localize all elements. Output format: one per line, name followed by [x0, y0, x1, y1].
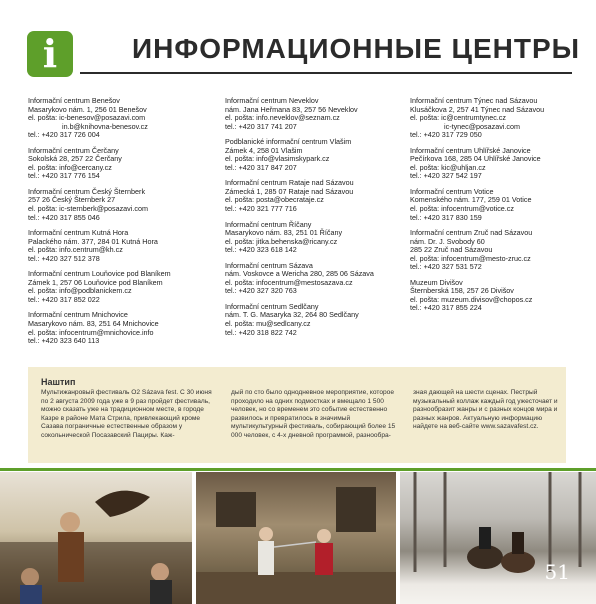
center-detail: nám. T. G. Masaryka 32, 264 80 Sedlčany	[225, 310, 359, 320]
center-detail: tel.: +420 321 777 716	[225, 204, 297, 214]
info-center-entry	[410, 229, 580, 272]
center-detail: el. pošta: posta@obecrataje.cz	[225, 195, 324, 205]
center-name: Podblanické informační centrum Vlašim	[225, 137, 352, 147]
info-center-entry	[28, 147, 208, 181]
center-detail: ic-tynec@posazavi.com	[444, 121, 521, 131]
panel-title: Наштип	[41, 377, 76, 387]
center-detail: tel.: +420 327 542 197	[410, 171, 482, 181]
panel-text-column-2: дый по сто было однодневное мероприятие, которое проходило на одних подмостках и вмещало 1 500 человек, но со временем это событие естественно развилось и превратилось в значимый мультикультурный фестиваль, собирающий более 15 000 человек, с 4-х дневной программой, разнообра-	[231, 389, 396, 439]
riders-photo	[400, 472, 596, 604]
center-name: Informační centrum Uhlířské Janovice	[410, 145, 531, 155]
center-detail: el. pošta: ic-benesov@posazavi.com	[28, 113, 146, 123]
panel-text-column-3: зная дающей на шести сценах. Пестрый музыкальный коллаж каждый год ужесточает и разнообразит жанры и с разных концов мира и разных жанров. Актуальную информацию найдете на веб-сайте www.sazavafest.cz.	[413, 389, 558, 430]
center-detail: el. pošta: ic@centrumtynec.cz	[410, 113, 506, 123]
center-detail: el. pošta: ic-sternberk@posazavi.com	[28, 204, 148, 214]
center-name: Informační centrum Sázava	[225, 260, 313, 270]
center-detail: tel.: +420 318 822 742	[225, 327, 297, 337]
info-center-entry	[410, 97, 580, 140]
center-name: Informační centrum Český Šternberk	[28, 186, 146, 196]
center-detail: el. pošta: infocentrum@mesto-zruc.cz	[410, 253, 531, 263]
panel-text-column-1: Мультижанровый фестиваль O2 Sázava fest. C 30 июня по 2 августа 2009 года уже в 9 раз пройдет фестиваль, можно сказать уже на традиционном месте, в городе Казре в районе Мата Стрила, привлекающий кроме Сазава пограничные естественные образом у сокольнической Посазавский Пациры. Каж-	[41, 389, 212, 439]
center-detail: tel.: +420 317 855 224	[410, 303, 482, 313]
center-name: Informační centrum Votice	[410, 186, 494, 196]
center-detail: el. pošta: info@cercany.cz	[28, 162, 112, 172]
centers-column-1	[28, 97, 208, 353]
center-detail: tel.: +420 327 320 763	[225, 286, 297, 296]
center-detail: el. pošta: infocentrum@votice.cz	[410, 204, 514, 214]
falconer-illustration	[0, 472, 192, 604]
center-detail: tel.: +420 317 776 154	[28, 171, 100, 181]
fencing-illustration	[196, 472, 396, 604]
center-name: Informační centrum Mnichovice	[28, 310, 128, 320]
center-detail: tel.: +420 327 512 378	[28, 253, 100, 263]
center-detail: el. pošta: kic@uhljan.cz	[410, 162, 486, 172]
info-center-entry	[28, 311, 208, 345]
center-detail: Palackého nám. 377, 284 01 Kutná Hora	[28, 236, 158, 246]
center-detail: 257 26 Český Šternberk 27	[28, 195, 116, 205]
center-detail: Zámek 1, 257 06 Louňovice pod Blaníkem	[28, 277, 163, 287]
center-detail: Pečírkova 168, 285 04 Uhlířské Janovice	[410, 154, 541, 164]
info-center-entry	[410, 279, 580, 313]
info-icon: i	[27, 31, 73, 77]
center-detail: tel.: +420 317 847 207	[225, 162, 297, 172]
center-name: Muzeum Divišov	[410, 277, 463, 287]
title-divider	[80, 72, 572, 74]
center-detail: Zámecká 1, 285 07 Rataje nad Sázavou	[225, 186, 354, 196]
center-detail: tel.: +420 327 531 572	[410, 262, 482, 272]
center-detail: tel.: +420 323 640 113	[28, 336, 100, 346]
center-detail: tel.: +420 317 852 022	[28, 294, 100, 304]
info-center-entry	[410, 147, 580, 181]
page-title: ИНФОРМАЦИОННЫЕ ЦЕНТРЫ	[132, 33, 581, 64]
center-detail: Masarykovo nám. 1, 256 01 Benešov	[28, 104, 147, 114]
center-name: Informační centrum Sedlčany	[225, 301, 319, 311]
center-detail: Masarykovo nám. 83, 251 01 Říčany	[225, 228, 343, 238]
info-center-entry	[410, 188, 580, 222]
riders-illustration	[400, 472, 596, 604]
info-center-entry	[225, 303, 410, 337]
center-detail: el. pošta: jitka.behenska@ricany.cz	[225, 236, 338, 246]
falconer-photo	[0, 472, 192, 604]
info-center-entry	[28, 270, 208, 304]
info-center-entry	[28, 188, 208, 222]
center-detail: tel.: +420 317 855 046	[28, 212, 100, 222]
page-number: 51	[544, 560, 570, 584]
photo-strip	[0, 472, 596, 604]
center-detail: el. pošta: infocentrum@mestosazava.cz	[225, 277, 353, 287]
center-detail: el. pošta: muzeum.divisov@chopos.cz	[410, 294, 533, 304]
center-detail: tel.: +420 323 618 142	[225, 245, 297, 255]
center-detail: tel.: +420 317 741 207	[225, 121, 297, 131]
center-detail: el. pošta: infocentrum@mnichovice.info	[28, 327, 154, 337]
center-detail: el. pošta: info.centrum@kh.cz	[28, 245, 123, 255]
center-detail: Šternberská 158, 257 26 Divišov	[410, 286, 514, 296]
center-detail: nám. Voskovce a Wericha 280, 285 06 Sázava	[225, 269, 374, 279]
fencing-photo	[196, 472, 396, 604]
info-center-entry	[225, 262, 410, 296]
center-name: Informační centrum Zruč nad Sázavou	[410, 228, 533, 238]
centers-column-2	[225, 97, 410, 344]
center-detail: el. pošta: info@vlasimskypark.cz	[225, 154, 330, 164]
center-detail: nám. Dr. J. Svobody 60	[410, 236, 485, 246]
center-detail: Komenského nám. 177, 259 01 Votice	[410, 195, 532, 205]
page-header	[0, 0, 596, 92]
center-detail: nám. Jana Heřmana 83, 257 56 Neveklov	[225, 104, 358, 114]
center-detail: el. pošta: info.neveklov@seznam.cz	[225, 113, 340, 123]
center-name: Informační centrum Čerčany	[28, 145, 119, 155]
center-name: Informační centrum Louňovice pod Blaníkem	[28, 269, 171, 279]
center-detail: Sokolská 28, 257 22 Čerčany	[28, 154, 122, 164]
center-detail: Masarykovo nám. 83, 251 64 Mnichovice	[28, 319, 159, 329]
center-name: Informační centrum Kutná Hora	[28, 228, 129, 238]
center-detail: tel.: +420 317 830 159	[410, 212, 482, 222]
info-center-entry	[28, 97, 208, 140]
center-detail: Klusáčkova 2, 257 41 Týnec nad Sázavou	[410, 104, 545, 114]
center-detail: tel.: +420 317 726 004	[28, 130, 100, 140]
centers-column-3	[410, 97, 580, 320]
center-detail: Zámek 4, 258 01 Vlašim	[225, 145, 303, 155]
center-name: Informační centrum Neveklov	[225, 96, 319, 105]
info-center-entry	[225, 179, 410, 213]
center-name: Informační centrum Říčany	[225, 219, 312, 229]
info-center-entry	[28, 229, 208, 263]
info-center-entry	[225, 97, 410, 131]
section-divider	[0, 468, 596, 471]
center-name: Informační centrum Týnec nad Sázavou	[410, 96, 538, 105]
info-center-entry	[225, 221, 410, 255]
center-detail: 285 22 Zruč nad Sázavou	[410, 245, 493, 255]
center-detail: tel.: +420 317 729 050	[410, 130, 482, 140]
center-name: Informační centrum Benešov	[28, 96, 120, 105]
center-detail: in.b@knihovna-benesov.cz	[62, 121, 148, 131]
nashtip-panel	[28, 367, 566, 463]
center-name: Informační centrum Rataje nad Sázavou	[225, 178, 354, 188]
center-detail: el. pošta: mu@sedlcany.cz	[225, 319, 311, 329]
center-detail: el. pošta: info@podblanickem.cz	[28, 286, 132, 296]
info-center-entry	[225, 138, 410, 172]
